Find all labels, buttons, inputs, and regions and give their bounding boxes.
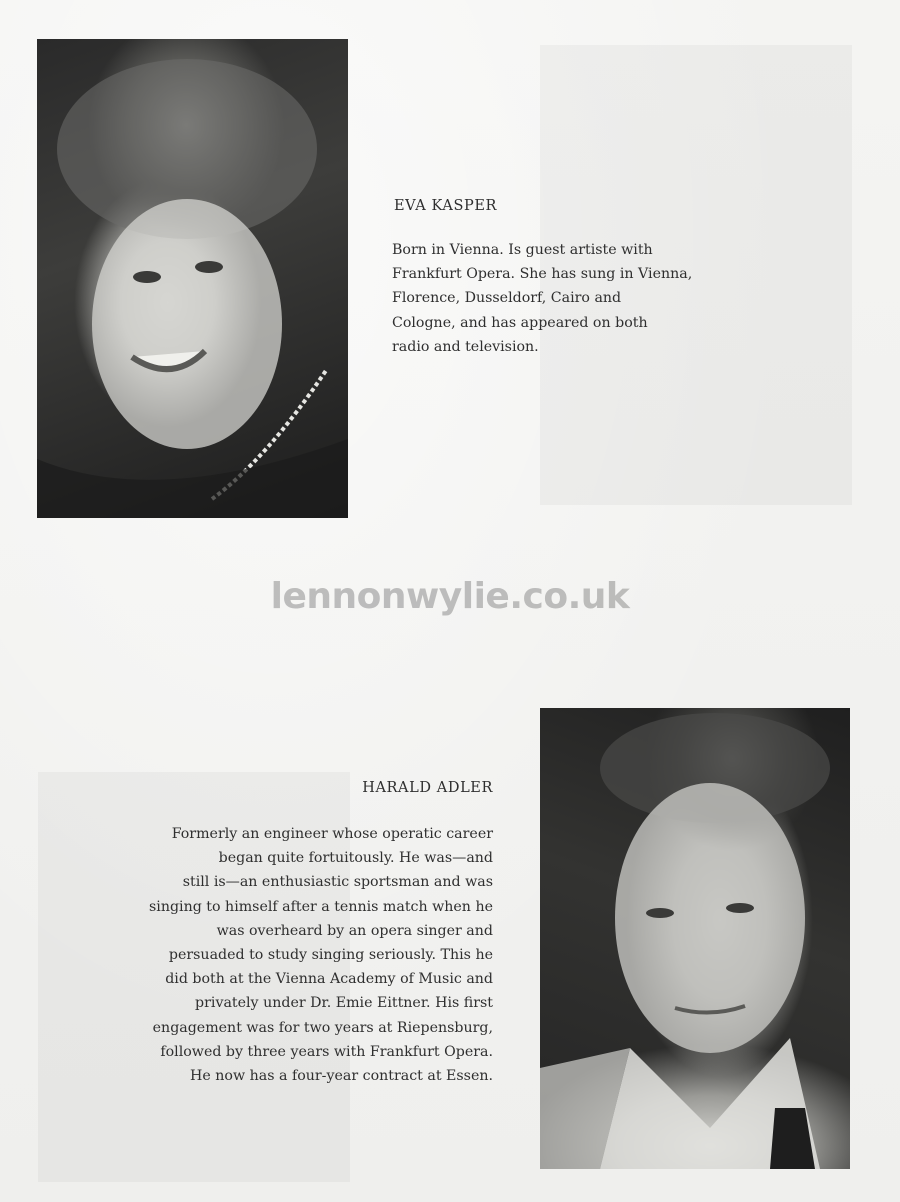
bio-line: persuaded to study singing seriously. This he (168, 947, 493, 964)
bio-line: privately under Dr. Emie Eittner. His first (195, 995, 493, 1012)
bio-line: did both at the Vienna Academy of Music and (165, 971, 493, 988)
harald-adler-name: HARALD ADLER (362, 780, 493, 796)
bio-line: was overheard by an opera singer and (216, 922, 493, 939)
bio-line: Born in Vienna. Is guest artiste with (392, 242, 653, 258)
bio-line: engagement was for two years at Riepensburg, (152, 1019, 493, 1036)
harald-adler-portrait (540, 708, 850, 1169)
bio-line: singing to himself after a tennis match when he (149, 898, 493, 915)
bio-line: followed by three years with Frankfurt Opera. (160, 1043, 493, 1060)
bio-line: still is—an enthusiastic sportsman and was (182, 874, 493, 891)
bio-line: Florence, Dusseldorf, Cairo and (392, 290, 622, 307)
eva-kasper-bio (392, 238, 692, 359)
eva-kasper-portrait (37, 39, 348, 518)
bio-line: radio and television. (392, 338, 539, 355)
watermark: lennonwylie.co.uk (270, 576, 630, 617)
bio-line: Formerly an engineer whose operatic career (171, 826, 493, 842)
eva-kasper-name: EVA KASPER (394, 198, 498, 214)
harald-adler-bio (149, 822, 493, 1088)
bio-line: began quite fortuitously. He was—and (218, 850, 493, 867)
bio-line: Frankfurt Opera. She has sung in Vienna, (392, 266, 693, 283)
bio-line: Cologne, and has appeared on both (392, 314, 648, 331)
bio-line: He now has a four-year contract at Essen. (190, 1068, 493, 1085)
